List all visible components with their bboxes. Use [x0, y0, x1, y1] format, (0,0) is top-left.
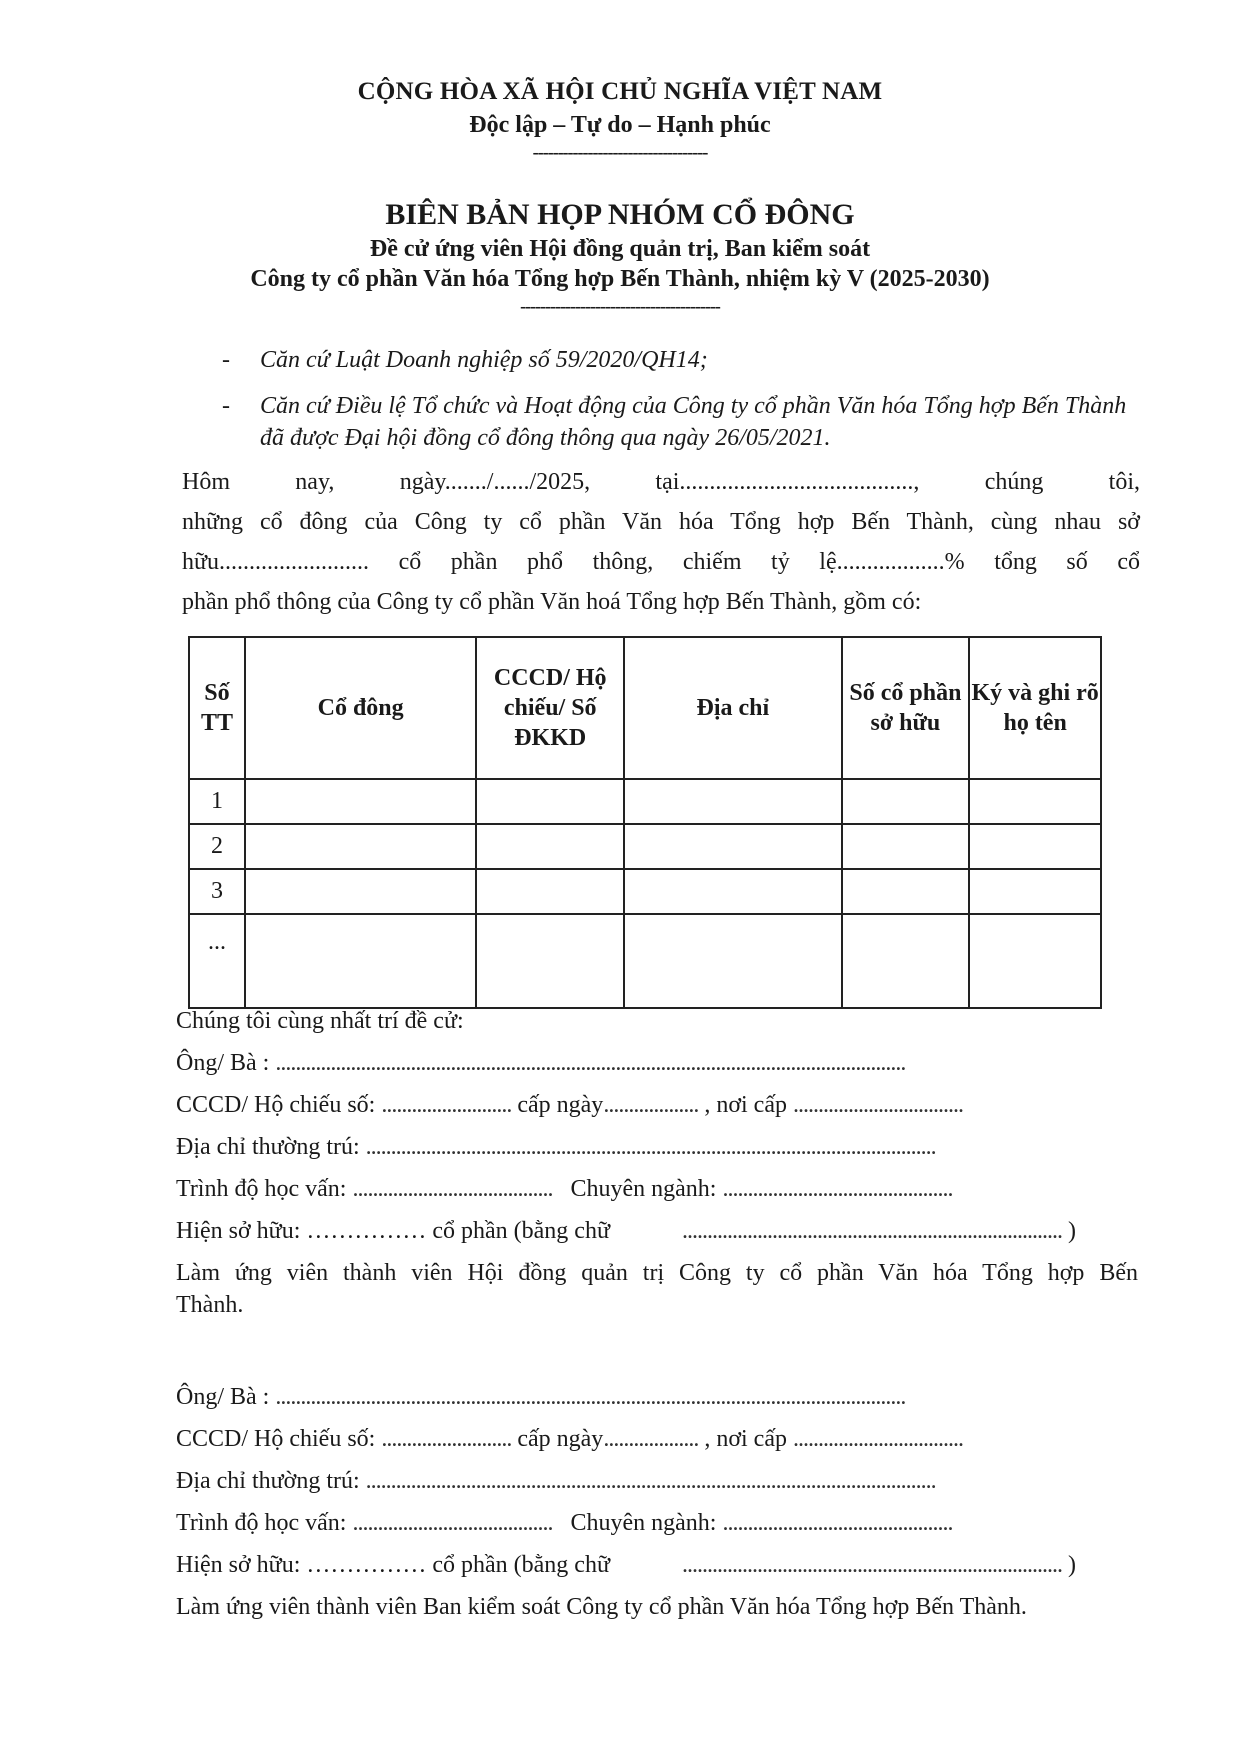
name-label: Ông/ Bà :	[176, 1384, 270, 1410]
nominee-2-education-row	[176, 1510, 1142, 1537]
signature-cell[interactable]	[969, 914, 1101, 1008]
shares-unit-label: cổ phần (bằng chữ	[432, 1552, 610, 1578]
nominee-2-id-row	[176, 1426, 1142, 1453]
shares-number-field[interactable]: ……………	[306, 1218, 427, 1244]
id-cell[interactable]	[476, 824, 624, 869]
legal-basis-text: Căn cứ Luật Doanh nghiệp số 59/2020/QH14;	[260, 347, 708, 373]
col-header-shares: Số cổ phần sở hữu	[842, 637, 970, 779]
address-label: Địa chỉ thường trú:	[176, 1468, 360, 1494]
education-label: Trình độ học vấn:	[176, 1510, 347, 1536]
document-subtitle: Đề cử ứng viên Hội đồng quản trị, Ban kiểm soát	[369, 236, 871, 262]
table-row	[189, 779, 1101, 824]
nominee-1-shares-row	[176, 1218, 1142, 1245]
nominee-1-role-line: Làm ứng viên thành viên Hội đồng quản trị Công ty cổ phần Văn hóa Tổng hợp Bến	[176, 1260, 1138, 1286]
bullet-dash: -	[222, 393, 230, 419]
company-term-subtitle: Công ty cổ phần Văn hóa Tổng hợp Bến Thành, nhiệm kỳ V (2025-2030)	[250, 266, 990, 292]
col-header-shareholder: Cổ đông	[245, 637, 476, 779]
issued-place-field[interactable]: ..................................	[792, 1426, 963, 1452]
address-cell[interactable]	[624, 869, 841, 914]
major-field[interactable]: ..............................................	[722, 1510, 953, 1536]
major-label: Chuyên ngành:	[570, 1176, 717, 1202]
shares-unit-label: cổ phần (bằng chữ	[432, 1218, 610, 1244]
shares-words-field[interactable]: ............................................................................	[681, 1218, 1062, 1244]
major-field[interactable]: ..............................................	[722, 1176, 953, 1202]
shareholder-table	[188, 636, 1102, 1009]
education-label: Trình độ học vấn:	[176, 1176, 347, 1202]
shares-cell[interactable]	[842, 869, 970, 914]
id-cell[interactable]	[476, 914, 624, 1008]
shares-cell[interactable]	[842, 914, 970, 1008]
title-separator: ----------------------------------------	[520, 296, 720, 316]
address-cell[interactable]	[624, 914, 841, 1008]
intro-line-company: những cổ đông của Công ty cổ phần Văn hóa Tổng hợp Bến Thành, cùng nhau sở	[182, 509, 1140, 535]
shareholder-cell[interactable]	[245, 869, 476, 914]
legal-basis-text: Căn cứ Điều lệ Tổ chức và Hoạt động của Công ty cổ phần Văn hóa Tổng hợp Bến Thành đã được Đại hội đồng cổ đông thông qua ngày 26/05/2021.	[260, 393, 1127, 451]
signature-cell[interactable]	[969, 869, 1101, 914]
nominee-2-role-line: Làm ứng viên thành viên Ban kiểm soát Công ty cổ phần Văn hóa Tổng hợp Bến Thành.	[176, 1594, 1027, 1620]
education-field[interactable]: ........................................	[352, 1510, 553, 1536]
issued-place-field[interactable]: ..................................	[792, 1092, 963, 1118]
education-field[interactable]: ........................................	[352, 1176, 553, 1202]
intro-paragraph	[182, 462, 1140, 622]
signature-cell[interactable]	[969, 824, 1101, 869]
national-title: CỘNG HÒA XÃ HỘI CHỦ NGHĨA VIỆT NAM	[357, 78, 883, 105]
nominee-2-address-row	[176, 1468, 1142, 1495]
nominee-1-role-line-end: Thành.	[176, 1292, 244, 1318]
issued-place-label: , nơi cấp	[704, 1426, 787, 1452]
nominee-1-education-row	[176, 1176, 1142, 1203]
nominee-2-shares-row	[176, 1552, 1142, 1579]
nominee-1-address-row	[176, 1134, 1142, 1161]
bullet-dash: -	[222, 347, 230, 373]
address-label: Địa chỉ thường trú:	[176, 1134, 360, 1160]
shares-label: Hiện sở hữu:	[176, 1218, 301, 1244]
row-number: ...	[189, 914, 245, 1008]
signature-cell[interactable]	[969, 779, 1101, 824]
shares-label: Hiện sở hữu:	[176, 1552, 301, 1578]
row-number: 1	[189, 779, 245, 824]
shareholder-cell[interactable]	[245, 824, 476, 869]
address-cell[interactable]	[624, 779, 841, 824]
address-field[interactable]: ..................................................................................................................	[365, 1134, 936, 1160]
id-label: CCCD/ Hộ chiếu số:	[176, 1426, 376, 1452]
issued-date-field[interactable]: ...................	[603, 1092, 699, 1118]
row-number: 3	[189, 869, 245, 914]
id-label: CCCD/ Hộ chiếu số:	[176, 1092, 376, 1118]
name-field[interactable]: ..............................................................................................................................	[275, 1384, 906, 1410]
shares-cell[interactable]	[842, 779, 970, 824]
intro-line-end: phần phổ thông của Công ty cổ phần Văn hoá Tổng hợp Bến Thành, gồm có:	[182, 589, 922, 615]
name-field[interactable]: ..............................................................................................................................	[275, 1050, 906, 1076]
shares-number-field[interactable]: ……………	[306, 1552, 427, 1578]
close-paren: )	[1067, 1552, 1076, 1578]
issued-date-label: cấp ngày	[517, 1092, 604, 1118]
id-field[interactable]: ..........................	[381, 1092, 512, 1118]
id-cell[interactable]	[476, 779, 624, 824]
shareholder-cell[interactable]	[245, 779, 476, 824]
table-header-row	[189, 637, 1101, 779]
id-cell[interactable]	[476, 869, 624, 914]
nominee-2-name-row	[176, 1384, 1142, 1411]
major-label: Chuyên ngành:	[570, 1510, 717, 1536]
issued-date-label: cấp ngày	[517, 1426, 604, 1452]
nominee-1-id-row	[176, 1092, 1142, 1119]
row-number: 2	[189, 824, 245, 869]
col-header-address: Địa chỉ	[624, 637, 841, 779]
header-separator: -----------------------------------	[532, 142, 708, 162]
nomination-intro: Chúng tôi cùng nhất trí đề cử:	[176, 1008, 464, 1034]
national-motto: Độc lập – Tự do – Hạnh phúc	[469, 112, 771, 138]
address-field[interactable]: ..................................................................................................................	[365, 1468, 936, 1494]
table-row	[189, 869, 1101, 914]
shares-cell[interactable]	[842, 824, 970, 869]
name-label: Ông/ Bà :	[176, 1050, 270, 1076]
address-cell[interactable]	[624, 824, 841, 869]
shares-words-field[interactable]: ............................................................................	[681, 1552, 1062, 1578]
issued-place-label: , nơi cấp	[704, 1092, 787, 1118]
col-header-id: CCCD/ Hộ chiếu/ Số ĐKKD	[476, 637, 624, 779]
shareholder-cell[interactable]	[245, 914, 476, 1008]
document-title: BIÊN BẢN HỌP NHÓM CỔ ĐÔNG	[385, 198, 855, 231]
nominee-1-name-row	[176, 1050, 1142, 1077]
issued-date-field[interactable]: ...................	[603, 1426, 699, 1452]
col-header-signature: Ký và ghi rõ họ tên	[969, 637, 1101, 779]
id-field[interactable]: ..........................	[381, 1426, 512, 1452]
intro-line-shares[interactable]: hữu......................... cổ phần phổ thông, chiếm tỷ lệ..................% tổng số cổ	[182, 549, 1140, 575]
table-row	[189, 914, 1101, 1008]
col-header-no: Số TT	[189, 637, 245, 779]
table-row	[189, 824, 1101, 869]
intro-line-date-place[interactable]: Hôm nay, ngày......./....../2025, tại......................................., chúng tôi,	[182, 469, 1140, 495]
close-paren: )	[1067, 1218, 1076, 1244]
